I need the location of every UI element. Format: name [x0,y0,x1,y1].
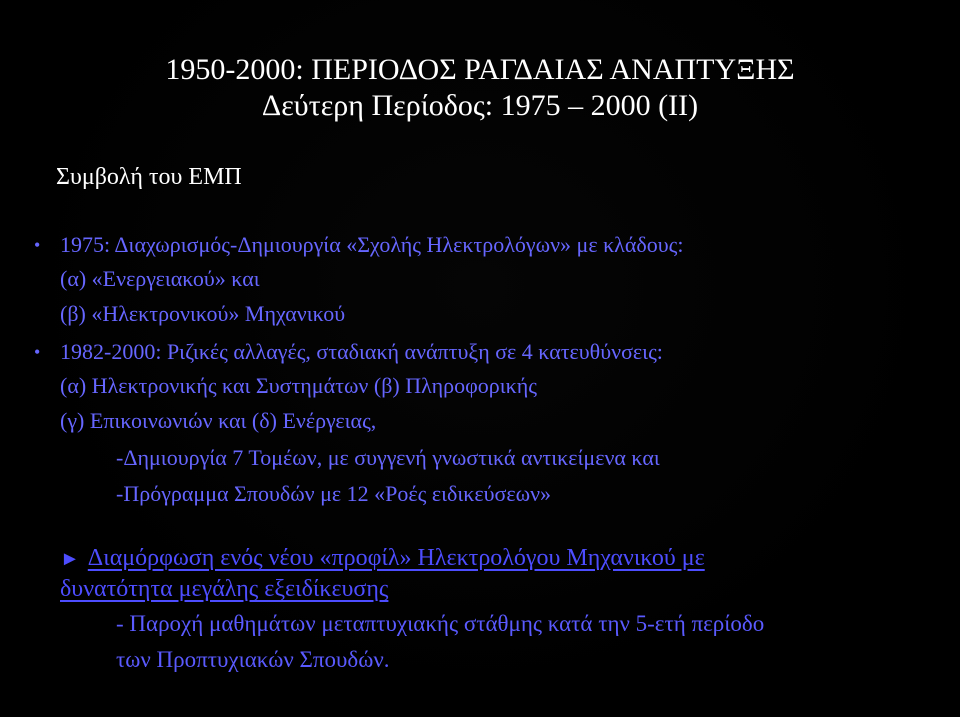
slide-subtitle-period: Δεύτερη Περίοδος: 1975 – 2000 (ΙΙ) [261,89,699,122]
highlight-text-1: Διαμόρφωση ενός νέου «προφίλ» Ηλεκτρολόγου Μηχανικού με [87,545,705,571]
bullet-2-sub-line-2: -Πρόγραμμα Σπουδών με 12 «Ροές ειδικεύσεων» [116,481,552,506]
note-line-2: των Προπτυχιακών Σπουδών. [116,647,390,672]
bullet-2-line-1: (α) Ηλεκτρονικής και Συστημάτων (β) Πληροφορικής [60,373,537,398]
note-line-1: - Παροχή μαθημάτων μεταπτυχιακής στάθμης κατά την 5-ετή περίοδο [116,611,765,636]
slide-title: 1950-2000: ΠΕΡΙΟΔΟΣ ΡΑΓΔΑΙΑΣ ΑΝΑΠΤΥΞΗΣ [165,53,795,86]
bullet-icon: • [34,235,41,255]
bullet-1-line-1: (α) «Ενεργειακού» και [60,266,260,291]
highlight-line-2 [60,574,388,604]
highlight-text-2: δυνατότητα μεγάλης εξειδίκευσης [60,576,389,602]
section-heading: Συμβολή του ΕΜΠ [56,164,242,190]
arrow-right-icon: ► [60,548,80,570]
bullet-2-line-2: (γ) Επικοινωνιών και (δ) Ενέργειας, [60,408,377,433]
bullet-icon: • [34,342,41,362]
bullet-2-sub-line-1: -Δημιουργία 7 Τομέων, με συγγενή γνωστικά αντικείμενα και [116,445,660,470]
bullet-2-lead: 1982-2000: Ριζικές αλλαγές, σταδιακή ανάπτυξη σε 4 κατευθύνσεις: [60,339,663,364]
bullet-1-line-2: (β) «Ηλεκτρονικού» Μηχανικού [60,301,346,326]
highlight-line-1 [60,543,705,574]
bullet-1-lead: 1975: Διαχωρισμός-Δημιουργία «Σχολής Ηλεκτρολόγων» με κλάδους: [60,232,684,257]
